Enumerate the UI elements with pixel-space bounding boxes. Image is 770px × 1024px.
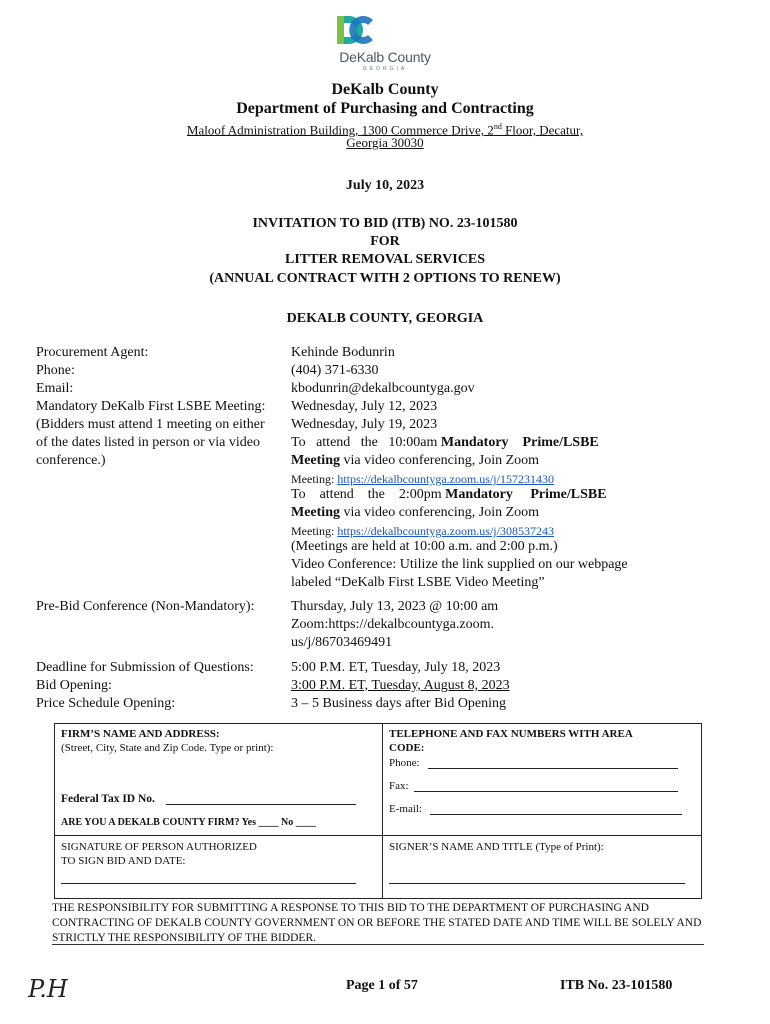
dekalb-firm-question: ARE YOU A DEKALB COUNTY FIRM? Yes ____ No ____ (61, 817, 316, 828)
address-line-1: Maloof Administration Building, 1300 Commerce Drive, 2nd Floor, Decatur, (186, 122, 584, 138)
footer-itb-number: ITB No. 23-101580 (560, 978, 673, 993)
initials-signature: P.H (28, 975, 68, 1003)
firm-name-label: FIRM’S NAME AND ADDRESS: (61, 728, 220, 740)
phone-value: (404) 371-6330 (291, 363, 379, 378)
dekalb-logo-icon (335, 14, 375, 46)
opening-label: Bid Opening: (36, 678, 112, 693)
form-email-label: E-mail: (389, 803, 422, 815)
logo-subtitle: GEORGIA (362, 66, 408, 72)
form-divider-horizontal (54, 835, 702, 836)
logo-name: DeKalb County (339, 49, 431, 65)
footer-rule (52, 944, 704, 945)
lsbe-date-2: Wednesday, July 19, 2023 (291, 417, 438, 432)
email-value[interactable]: kbodunrin@dekalbcountyga.gov (291, 381, 475, 396)
tax-id-label: Federal Tax ID No. (61, 793, 155, 805)
document-date: July 10, 2023 (345, 178, 425, 193)
lsbe-note-3: conference.) (36, 453, 106, 468)
department-name: Department of Purchasing and Contracting (236, 100, 534, 117)
prebid-zoom-2: us/j/86703469491 (291, 635, 393, 650)
itb-title-line-1: INVITATION TO BID (ITB) NO. 23-101580 (252, 216, 518, 231)
questions-label: Deadline for Submission of Questions: (36, 660, 254, 675)
meeting-2-line: To attend the 2:00pm Mandatory Prime/LSBE (291, 487, 607, 502)
price-value: 3 – 5 Business days after Bid Opening (291, 696, 507, 711)
signer-label: SIGNER’S NAME AND TITLE (Type of Print): (389, 841, 604, 853)
lsbe-date-1: Wednesday, July 12, 2023 (291, 399, 438, 414)
meetings-held-note: (Meetings are held at 10:00 a.m. and 2:00 p.m.) (291, 539, 558, 554)
phone-fax-header: TELEPHONE AND FAX NUMBERS WITH AREA (389, 728, 633, 740)
itb-title-line-5: DEKALB COUNTY, GEORGIA (286, 311, 484, 326)
page-number: Page 1 of 57 (346, 978, 418, 993)
signature-label-2: TO SIGN BID AND DATE: (61, 855, 186, 867)
video-conference-line-2: labeled “DeKalb First LSBE Video Meeting” (291, 575, 545, 590)
form-fax-field[interactable] (414, 791, 678, 792)
itb-title-line-2: FOR (370, 234, 400, 249)
meeting-1-line: To attend the 10:00am Mandatory Prime/LSBE (291, 435, 599, 450)
itb-title-line-3: LITTER REMOVAL SERVICES (285, 252, 485, 267)
price-label: Price Schedule Opening: (36, 696, 176, 711)
meeting-1-link[interactable]: https://dekalbcountyga.zoom.us/j/157231430 (337, 472, 554, 486)
signature-field[interactable] (61, 883, 356, 884)
meeting-2-line-2: Meeting via video conferencing, Join Zoom (291, 505, 540, 520)
prebid-label: Pre-Bid Conference (Non-Mandatory): (36, 599, 255, 614)
email-label: Email: (36, 381, 74, 396)
form-phone-label: Phone: (389, 757, 420, 769)
lsbe-note-1: (Bidders must attend 1 meeting on either (36, 417, 265, 432)
phone-label: Phone: (36, 363, 75, 378)
opening-value: 3:00 P.M. ET, Tuesday, August 8, 2023 (291, 678, 510, 693)
responsibility-notice: THE RESPONSIBILITY FOR SUBMITTING A RESPONSE TO THIS BID TO THE DEPARTMENT OF PURCHASING AND CONTRACTING OF DEKALB COUNTY GOVERNMENT ON OR BEFORE THE STATED DATE AND TIME WILL BE SOLELY AND STRICTLY THE RESPONSIBILITY OF THE BIDDER. (52, 902, 702, 944)
org-name: DeKalb County (331, 81, 439, 98)
agent-value: Kehinde Bodunrin (291, 345, 395, 360)
form-divider-vertical (382, 723, 383, 899)
meeting-1-link-row: Meeting: https://dekalbcountyga.zoom.us/j/157231430 (291, 472, 554, 486)
signature-label-1: SIGNATURE OF PERSON AUTHORIZED (61, 841, 257, 853)
prebid-zoom-1: Zoom:https://dekalbcountyga.zoom. (291, 617, 494, 632)
signer-field[interactable] (389, 883, 685, 884)
meeting-2-link-row: Meeting: https://dekalbcountyga.zoom.us/j/308537243 (291, 524, 554, 538)
form-phone-field[interactable] (428, 768, 678, 769)
lsbe-label: Mandatory DeKalb First LSBE Meeting: (36, 399, 266, 414)
firm-name-hint: (Street, City, State and Zip Code. Type or print): (61, 742, 274, 754)
itb-title-line-4: (ANNUAL CONTRACT WITH 2 OPTIONS TO RENEW) (209, 271, 561, 286)
meeting-1-line-2: Meeting via video conferencing, Join Zoom (291, 453, 540, 468)
phone-fax-header-2: CODE: (389, 742, 425, 754)
meeting-2-link[interactable]: https://dekalbcountyga.zoom.us/j/308537243 (337, 524, 554, 538)
prebid-date: Thursday, July 13, 2023 @ 10:00 am (291, 599, 499, 614)
agent-label: Procurement Agent: (36, 345, 149, 360)
address-line-2: Georgia 30030 (346, 135, 424, 150)
lsbe-note-2: of the dates listed in person or via video (36, 435, 260, 450)
video-conference-line-1: Video Conference: Utilize the link supplied on our webpage (291, 557, 628, 572)
tax-id-field[interactable] (166, 804, 356, 805)
form-fax-label: Fax: (389, 780, 409, 792)
form-email-field[interactable] (430, 814, 682, 815)
questions-value: 5:00 P.M. ET, Tuesday, July 18, 2023 (291, 660, 501, 675)
